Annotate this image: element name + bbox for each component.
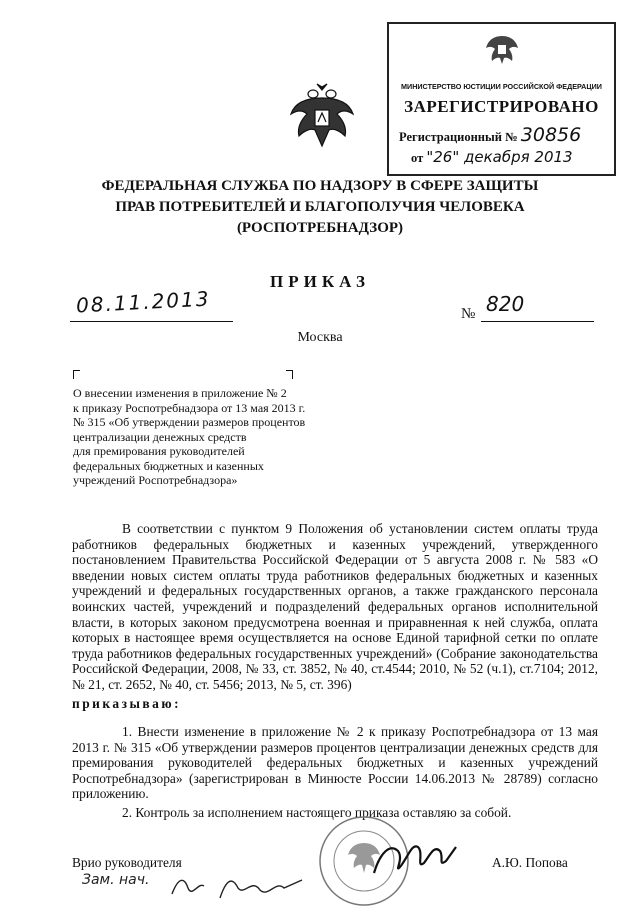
order-number-label: № [461, 306, 476, 322]
stamp-reg-value: 30856 [520, 124, 582, 146]
agency-name-line-1: ФЕДЕРАЛЬНАЯ СЛУЖБА ПО НАДЗОРУ В СФЕРЕ ЗАЩИТЫ [101, 178, 539, 194]
subject-line: федеральных бюджетных и казенных [73, 458, 264, 473]
order-subject [73, 386, 363, 488]
stamp-registered-label: ЗАРЕГИСТРИРОВАНО [404, 97, 599, 116]
order-title: ПРИКАЗ [270, 272, 370, 291]
handwritten-scribble-icon [80, 868, 310, 904]
order-number: 820 [486, 292, 525, 316]
agency-name-line-3: (РОСПОТРЕБНАДЗОР) [236, 220, 404, 236]
order-date-line [70, 321, 233, 322]
order-item-2: 2. Контроль за исполнением настоящего приказа оставляю за собой. [122, 805, 512, 820]
signatory-title: Врио руководителя [72, 855, 182, 870]
russian-coat-of-arms-icon [287, 80, 357, 152]
subject-line: учреждений Роспотребнадзора» [73, 473, 238, 487]
stamp-registration-number [399, 124, 581, 146]
order-number-line [481, 321, 594, 322]
subject-corner-right [286, 370, 293, 379]
subject-line: централизации денежных средств [73, 429, 247, 444]
order-decree-word: приказываю: [72, 696, 182, 711]
order-item-1: 1. Внести изменение в приложение № 2 к приказу Роспотребнадзора от 13 мая 2013 г. № 315 «Об утверждении размеров процентов централизации денежных средств для премирования руководителей федеральных бюджетных и казенных учреждений Роспотребнадзора» (зарегистрирован в Минюсте России 14.06.2013 № 28789) согласно приложению. [72, 724, 598, 802]
stamp-ministry-name: МИНИСТЕРСТВО ЮСТИЦИИ РОССИЙСКОЙ ФЕДЕРАЦИИ [401, 82, 602, 91]
stamp-date-value: "26" декабря 2013 [426, 148, 573, 166]
subject-line: для премирования руководителей [73, 444, 245, 458]
signatory-name: А.Ю. Попова [492, 855, 568, 870]
stamp-reg-label: Регистрационный № [399, 130, 518, 144]
handwritten-note: Зам. нач. [82, 872, 150, 888]
stamp-emblem-icon [484, 32, 520, 66]
order-city: Москва [297, 330, 343, 345]
subject-corner-left [73, 370, 80, 379]
handwritten-signature-icon [370, 833, 460, 883]
order-preamble: В соответствии с пунктом 9 Положения об установлении систем оплаты труда работников федеральных бюджетных и казенных учреждений, утвержденного постановлением Правительства Российской Федерации от 5 августа 2008 г. № 583 «О введении новых систем оплаты труда работников федеральных бюджетных и казенных учреждений и федеральных государственных органов, а также гражданского персонала воинских частей, учреждений и подразделений федеральных органов исполнительной власти, в которых законом предусмотрена военная и приравненная к ней служба, оплата которых в настоящее время осуществляется на основе Единой тарифной сетки по оплате труда работников федеральных государственных учреждений» (Собрание законодательства Российской Федерации, 2008, № 33, ст. 3852, № 40, ст.4544; 2010, № 52 (ч.1), ст.7104; 2012, № 21, ст. 2652, № 40, ст. 5456; 2013, № 5, ст. 396) [72, 521, 598, 692]
registration-stamp [387, 22, 616, 176]
subject-line: к приказу Роспотребнадзора от 13 мая 2013 г. [73, 400, 306, 415]
stamp-date-prefix: от [411, 151, 424, 165]
order-date: 08.11.2013 [75, 286, 212, 318]
stamp-registration-date [411, 148, 573, 166]
agency-name-line-2: ПРАВ ПОТРЕБИТЕЛЕЙ И БЛАГОПОЛУЧИЯ ЧЕЛОВЕКА [115, 199, 525, 215]
subject-line: № 315 «Об утверждении размеров процентов [73, 415, 306, 429]
subject-line: О внесении изменения в приложение № 2 [73, 386, 287, 400]
